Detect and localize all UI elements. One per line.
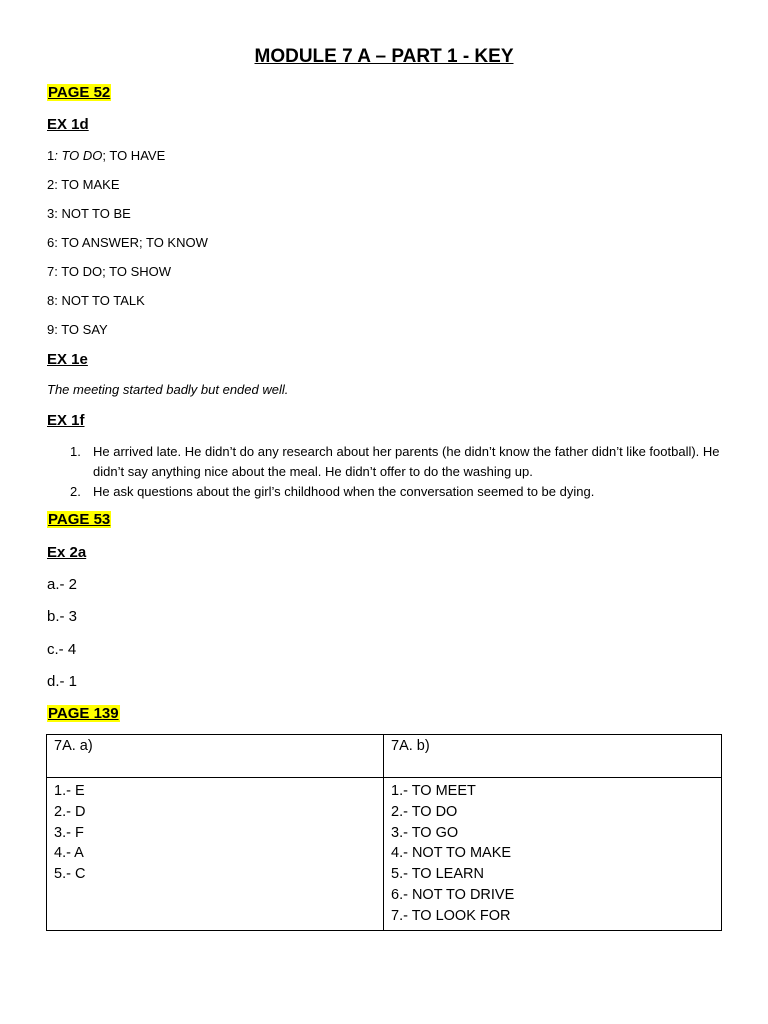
item-letter: c. — [47, 641, 59, 658]
ex1d-item-6 — [47, 235, 208, 250]
list-text: He arrived late. He didn’t do any research about her parents (he didn’t know the father didn’t like football). He didn’t say anything nice about the meal. He didn’t offer to do the washing up. — [93, 444, 720, 479]
page-139-label: PAGE 139 — [48, 705, 119, 722]
table-cell-7a-b — [384, 778, 722, 931]
item-answer: ; TO HAVE — [102, 148, 166, 163]
ex1d-item-3 — [47, 206, 131, 221]
page-52-label: PAGE 52 — [48, 84, 111, 101]
answer-line: 6.- NOT TO DRIVE — [391, 886, 515, 903]
answer-line: 3.- TO GO — [391, 824, 459, 841]
table-cell-7a-a — [47, 778, 384, 931]
document-title: MODULE 7 A – PART 1 - KEY — [254, 46, 514, 67]
answer-line: 1.- TO MEET — [391, 783, 476, 799]
section-heading-page-52 — [47, 84, 111, 102]
item-number: 7 — [47, 264, 55, 279]
table-row — [47, 778, 722, 931]
item-answer: : TO DO; TO SHOW — [54, 264, 172, 279]
answer-line: 1.- E — [54, 783, 85, 799]
ex1f-item-1 — [70, 442, 720, 482]
answer-line: 4.- NOT TO MAKE — [391, 845, 512, 862]
item-value: - 1 — [59, 673, 78, 690]
table-header-7a-b: 7A. b) — [384, 735, 722, 778]
list-number: 1. — [70, 444, 81, 459]
list-number: 2. — [70, 484, 81, 499]
item-letter: a. — [47, 576, 60, 593]
list-text: He ask questions about the girl’s childhood when the conversation seemed to be dying. — [93, 484, 595, 499]
section-heading-page-139 — [47, 705, 120, 723]
answer-line: 2.- D — [54, 803, 86, 820]
ex2a-item-b — [47, 608, 77, 625]
item-letter: b. — [47, 608, 60, 625]
table-header-7a-a: 7A. a) — [47, 735, 384, 778]
item-value: - 2 — [59, 576, 78, 593]
item-number: 8 — [47, 293, 55, 308]
ex1d-item-9 — [47, 322, 108, 337]
item-number: 6 — [47, 235, 55, 250]
exercise-heading-2a: Ex 2a — [47, 544, 87, 561]
item-number: 2 — [47, 177, 55, 192]
section-heading-page-53 — [47, 511, 111, 529]
item-answer: : NOT TO BE — [54, 206, 131, 221]
answer-key-table — [46, 734, 722, 931]
item-value: - 4 — [58, 641, 77, 658]
exercise-heading-1e: EX 1e — [47, 351, 88, 368]
answer-line: 3.- F — [54, 824, 84, 841]
answer-line: 7.- TO LOOK FOR — [391, 907, 511, 924]
ex1d-item-7 — [47, 264, 171, 279]
item-number: 9 — [47, 322, 55, 337]
item-answer: : TO SAY — [54, 322, 108, 337]
ex2a-item-c — [47, 641, 76, 658]
ex1e-answer: The meeting started badly but ended well. — [47, 382, 289, 397]
exercise-heading-1d: EX 1d — [47, 116, 89, 133]
ex1d-item-1 — [47, 148, 165, 163]
item-number: 1 — [47, 148, 55, 163]
answer-line: 2.- TO DO — [391, 803, 458, 820]
answer-line: 5.- C — [54, 866, 86, 883]
table-header-row — [47, 735, 722, 778]
exercise-heading-1f: EX 1f — [47, 412, 85, 429]
ex2a-item-a — [47, 576, 77, 593]
ex2a-item-d — [47, 673, 77, 690]
page-53-label: PAGE 53 — [48, 511, 111, 528]
item-value: - 3 — [59, 608, 78, 625]
ex1d-item-8 — [47, 293, 145, 308]
item-answer: : TO MAKE — [54, 177, 120, 192]
item-letter: d. — [47, 673, 60, 690]
answer-line: 5.- TO LEARN — [391, 866, 484, 883]
item-answer: : TO ANSWER; TO KNOW — [54, 235, 208, 250]
ex1d-item-2 — [47, 177, 120, 192]
item-number: 3 — [47, 206, 55, 221]
item-italic-answer: : TO DO — [54, 148, 103, 163]
answer-line: 4.- A — [54, 845, 84, 862]
ex1f-item-2 — [70, 482, 720, 502]
item-answer: : NOT TO TALK — [54, 293, 145, 308]
